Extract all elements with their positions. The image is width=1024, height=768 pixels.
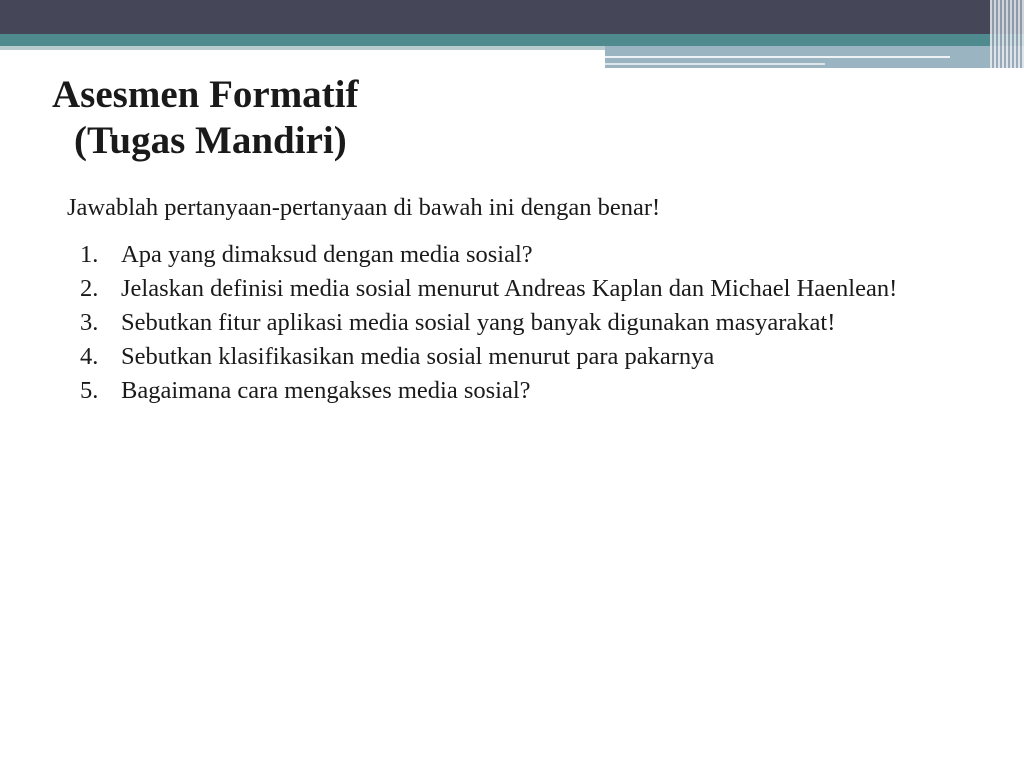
question-text: Bagaimana cara mengakses media sosial?: [121, 377, 531, 404]
question-number: 1.: [80, 241, 99, 268]
question-text: Apa yang dimaksud dengan media sosial?: [121, 241, 533, 268]
header-teal-bar: [0, 34, 1024, 46]
slide-title: [52, 72, 359, 164]
instruction-text: Jawablah pertanyaan-pertanyaan di bawah ini dengan benar!: [67, 194, 661, 221]
question-number: 4.: [80, 343, 99, 370]
question-item: [80, 374, 958, 408]
title-line-2: (Tugas Mandiri): [74, 119, 347, 162]
question-text: Sebutkan fitur aplikasi media sosial yang banyak digunakan masyarakat!: [121, 309, 836, 336]
question-item: [80, 340, 958, 374]
question-list: [80, 238, 958, 408]
question-item: [80, 306, 958, 340]
header-light-strip: [0, 46, 605, 50]
question-item: [80, 238, 958, 272]
question-text: Sebutkan klasifikasikan media sosial menurut para pakarnya: [121, 343, 715, 370]
header-accent-line: [605, 56, 950, 58]
question-number: 3.: [80, 309, 99, 336]
header-stripes-decoration: [990, 0, 1024, 68]
question-number: 5.: [80, 377, 99, 404]
question-item: [80, 272, 958, 306]
question-number: 2.: [80, 275, 99, 302]
title-line-1: Asesmen Formatif: [52, 73, 359, 116]
question-text: Jelaskan definisi media sosial menurut Andreas Kaplan dan Michael Haenlean!: [121, 275, 898, 302]
header-dark-bar: [0, 0, 1024, 34]
header-accent-line-short: [605, 63, 825, 65]
